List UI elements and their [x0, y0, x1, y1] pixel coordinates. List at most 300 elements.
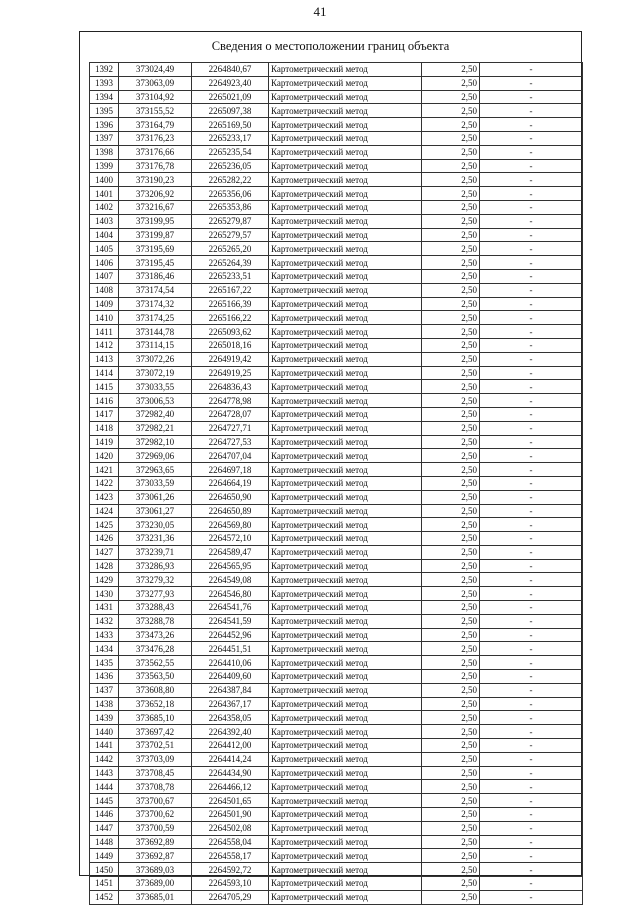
y-coordinate-cell: 2264541,59 — [192, 614, 269, 628]
x-coordinate-cell: 373072,19 — [119, 366, 192, 380]
description-cell: - — [480, 242, 583, 256]
method-cell: Картометрический метод — [269, 587, 422, 601]
precision-cell: 2,50 — [422, 159, 480, 173]
table-row — [90, 187, 583, 201]
precision-cell: 2,50 — [422, 504, 480, 518]
table-row — [90, 297, 583, 311]
x-coordinate-cell: 373033,55 — [119, 380, 192, 394]
precision-cell: 2,50 — [422, 173, 480, 187]
x-coordinate-cell: 373063,09 — [119, 76, 192, 90]
description-cell: - — [480, 283, 583, 297]
method-cell: Картометрический метод — [269, 256, 422, 270]
y-coordinate-cell: 2264546,80 — [192, 587, 269, 601]
description-cell: - — [480, 863, 583, 877]
precision-cell: 2,50 — [422, 808, 480, 822]
method-cell: Картометрический метод — [269, 435, 422, 449]
description-cell: - — [480, 214, 583, 228]
y-coordinate-cell: 2265166,22 — [192, 311, 269, 325]
method-cell: Картометрический метод — [269, 145, 422, 159]
point-number-cell: 1447 — [90, 821, 119, 835]
y-coordinate-cell: 2265166,39 — [192, 297, 269, 311]
point-number-cell: 1424 — [90, 504, 119, 518]
y-coordinate-cell: 2265093,62 — [192, 325, 269, 339]
table-row — [90, 242, 583, 256]
table-row — [90, 504, 583, 518]
y-coordinate-cell: 2265167,22 — [192, 283, 269, 297]
precision-cell: 2,50 — [422, 476, 480, 490]
table-row — [90, 835, 583, 849]
x-coordinate-cell: 373563,50 — [119, 670, 192, 684]
table-row — [90, 228, 583, 242]
precision-cell: 2,50 — [422, 463, 480, 477]
table-row — [90, 338, 583, 352]
method-cell: Картометрический метод — [269, 504, 422, 518]
precision-cell: 2,50 — [422, 725, 480, 739]
description-cell: - — [480, 449, 583, 463]
y-coordinate-cell: 2264392,40 — [192, 725, 269, 739]
y-coordinate-cell: 2264558,04 — [192, 835, 269, 849]
method-cell: Картометрический метод — [269, 200, 422, 214]
x-coordinate-cell: 373277,93 — [119, 587, 192, 601]
x-coordinate-cell: 373708,78 — [119, 780, 192, 794]
precision-cell: 2,50 — [422, 573, 480, 587]
precision-cell: 2,50 — [422, 421, 480, 435]
description-cell: - — [480, 173, 583, 187]
precision-cell: 2,50 — [422, 518, 480, 532]
x-coordinate-cell: 373104,92 — [119, 90, 192, 104]
method-cell: Картометрический метод — [269, 214, 422, 228]
x-coordinate-cell: 373024,49 — [119, 63, 192, 77]
method-cell: Картометрический метод — [269, 63, 422, 77]
point-number-cell: 1393 — [90, 76, 119, 90]
point-number-cell: 1449 — [90, 849, 119, 863]
x-coordinate-cell: 372963,65 — [119, 463, 192, 477]
x-coordinate-cell: 373195,69 — [119, 242, 192, 256]
description-cell: - — [480, 614, 583, 628]
description-cell: - — [480, 421, 583, 435]
y-coordinate-cell: 2264697,18 — [192, 463, 269, 477]
method-cell: Картометрический метод — [269, 835, 422, 849]
method-cell: Картометрический метод — [269, 670, 422, 684]
y-coordinate-cell: 2265279,87 — [192, 214, 269, 228]
point-number-cell: 1416 — [90, 394, 119, 408]
x-coordinate-cell: 373288,43 — [119, 601, 192, 615]
y-coordinate-cell: 2265356,06 — [192, 187, 269, 201]
method-cell: Картометрический метод — [269, 380, 422, 394]
description-cell: - — [480, 490, 583, 504]
x-coordinate-cell: 373476,28 — [119, 642, 192, 656]
y-coordinate-cell: 2264452,96 — [192, 628, 269, 642]
table-row — [90, 573, 583, 587]
x-coordinate-cell: 373006,53 — [119, 394, 192, 408]
y-coordinate-cell: 2264923,40 — [192, 76, 269, 90]
point-number-cell: 1414 — [90, 366, 119, 380]
precision-cell: 2,50 — [422, 739, 480, 753]
description-cell: - — [480, 63, 583, 77]
x-coordinate-cell: 373144,78 — [119, 325, 192, 339]
x-coordinate-cell: 373199,95 — [119, 214, 192, 228]
precision-cell: 2,50 — [422, 256, 480, 270]
point-number-cell: 1404 — [90, 228, 119, 242]
method-cell: Картометрический метод — [269, 821, 422, 835]
precision-cell: 2,50 — [422, 394, 480, 408]
description-cell: - — [480, 90, 583, 104]
description-cell: - — [480, 835, 583, 849]
y-coordinate-cell: 2264434,90 — [192, 766, 269, 780]
description-cell: - — [480, 559, 583, 573]
method-cell: Картометрический метод — [269, 352, 422, 366]
table-row — [90, 821, 583, 835]
description-cell: - — [480, 601, 583, 615]
x-coordinate-cell: 373230,05 — [119, 518, 192, 532]
table-title: Сведения о местоположении границ объекта — [211, 39, 450, 53]
x-coordinate-cell: 373199,87 — [119, 228, 192, 242]
description-cell: - — [480, 642, 583, 656]
method-cell: Картометрический метод — [269, 739, 422, 753]
point-number-cell: 1451 — [90, 877, 119, 891]
point-number-cell: 1406 — [90, 256, 119, 270]
table-row — [90, 808, 583, 822]
x-coordinate-cell: 373174,25 — [119, 311, 192, 325]
precision-cell: 2,50 — [422, 559, 480, 573]
table-row — [90, 145, 583, 159]
x-coordinate-cell: 373608,80 — [119, 683, 192, 697]
x-coordinate-cell: 373689,03 — [119, 863, 192, 877]
y-coordinate-cell: 2264707,04 — [192, 449, 269, 463]
y-coordinate-cell: 2265233,51 — [192, 269, 269, 283]
precision-cell: 2,50 — [422, 849, 480, 863]
y-coordinate-cell: 2265282,22 — [192, 173, 269, 187]
description-cell: - — [480, 228, 583, 242]
table-row — [90, 90, 583, 104]
x-coordinate-cell: 372982,10 — [119, 435, 192, 449]
table-row — [90, 311, 583, 325]
description-cell: - — [480, 352, 583, 366]
y-coordinate-cell: 2264451,51 — [192, 642, 269, 656]
point-number-cell: 1429 — [90, 573, 119, 587]
x-coordinate-cell: 373174,54 — [119, 283, 192, 297]
x-coordinate-cell: 373697,42 — [119, 725, 192, 739]
method-cell: Картометрический метод — [269, 421, 422, 435]
method-cell: Картометрический метод — [269, 325, 422, 339]
method-cell: Картометрический метод — [269, 228, 422, 242]
table-row — [90, 200, 583, 214]
table-row — [90, 518, 583, 532]
point-number-cell: 1411 — [90, 325, 119, 339]
point-number-cell: 1409 — [90, 297, 119, 311]
point-number-cell: 1396 — [90, 118, 119, 132]
y-coordinate-cell: 2264572,10 — [192, 532, 269, 546]
x-coordinate-cell: 373195,45 — [119, 256, 192, 270]
table-row — [90, 849, 583, 863]
precision-cell: 2,50 — [422, 863, 480, 877]
y-coordinate-cell: 2264558,17 — [192, 849, 269, 863]
document-frame — [79, 31, 582, 903]
y-coordinate-cell: 2264387,84 — [192, 683, 269, 697]
table-row — [90, 76, 583, 90]
description-cell: - — [480, 435, 583, 449]
point-number-cell: 1434 — [90, 642, 119, 656]
point-number-cell: 1417 — [90, 407, 119, 421]
point-number-cell: 1394 — [90, 90, 119, 104]
x-coordinate-cell: 373652,18 — [119, 697, 192, 711]
table-row — [90, 118, 583, 132]
point-number-cell: 1401 — [90, 187, 119, 201]
description-cell: - — [480, 683, 583, 697]
x-coordinate-cell: 373216,67 — [119, 200, 192, 214]
precision-cell: 2,50 — [422, 614, 480, 628]
method-cell: Картометрический метод — [269, 877, 422, 891]
precision-cell: 2,50 — [422, 697, 480, 711]
x-coordinate-cell: 372982,21 — [119, 421, 192, 435]
point-number-cell: 1407 — [90, 269, 119, 283]
description-cell: - — [480, 104, 583, 118]
method-cell: Картометрический метод — [269, 601, 422, 615]
precision-cell: 2,50 — [422, 242, 480, 256]
precision-cell: 2,50 — [422, 601, 480, 615]
precision-cell: 2,50 — [422, 338, 480, 352]
description-cell: - — [480, 297, 583, 311]
table-row — [90, 490, 583, 504]
precision-cell: 2,50 — [422, 890, 480, 904]
precision-cell: 2,50 — [422, 587, 480, 601]
y-coordinate-cell: 2264549,08 — [192, 573, 269, 587]
y-coordinate-cell: 2265169,50 — [192, 118, 269, 132]
precision-cell: 2,50 — [422, 90, 480, 104]
table-row — [90, 739, 583, 753]
precision-cell: 2,50 — [422, 642, 480, 656]
description-cell: - — [480, 780, 583, 794]
precision-cell: 2,50 — [422, 766, 480, 780]
point-number-cell: 1438 — [90, 697, 119, 711]
precision-cell: 2,50 — [422, 118, 480, 132]
description-cell: - — [480, 76, 583, 90]
description-cell: - — [480, 463, 583, 477]
description-cell: - — [480, 670, 583, 684]
method-cell: Картометрический метод — [269, 808, 422, 822]
y-coordinate-cell: 2264569,80 — [192, 518, 269, 532]
point-number-cell: 1444 — [90, 780, 119, 794]
point-number-cell: 1415 — [90, 380, 119, 394]
y-coordinate-cell: 2264650,90 — [192, 490, 269, 504]
point-number-cell: 1418 — [90, 421, 119, 435]
method-cell: Картометрический метод — [269, 366, 422, 380]
x-coordinate-cell: 373279,32 — [119, 573, 192, 587]
y-coordinate-cell: 2264367,17 — [192, 697, 269, 711]
point-number-cell: 1420 — [90, 449, 119, 463]
table-row — [90, 559, 583, 573]
description-cell: - — [480, 711, 583, 725]
y-coordinate-cell: 2265353,86 — [192, 200, 269, 214]
precision-cell: 2,50 — [422, 269, 480, 283]
y-coordinate-cell: 2264664,19 — [192, 476, 269, 490]
x-coordinate-cell: 373176,78 — [119, 159, 192, 173]
point-number-cell: 1419 — [90, 435, 119, 449]
x-coordinate-cell: 373190,23 — [119, 173, 192, 187]
description-cell: - — [480, 808, 583, 822]
precision-cell: 2,50 — [422, 352, 480, 366]
method-cell: Картометрический метод — [269, 656, 422, 670]
x-coordinate-cell: 373186,46 — [119, 269, 192, 283]
table-row — [90, 877, 583, 891]
point-number-cell: 1410 — [90, 311, 119, 325]
point-number-cell: 1421 — [90, 463, 119, 477]
y-coordinate-cell: 2265021,09 — [192, 90, 269, 104]
x-coordinate-cell: 373700,62 — [119, 808, 192, 822]
y-coordinate-cell: 2264589,47 — [192, 545, 269, 559]
y-coordinate-cell: 2265018,16 — [192, 338, 269, 352]
table-row — [90, 766, 583, 780]
precision-cell: 2,50 — [422, 297, 480, 311]
y-coordinate-cell: 2264410,06 — [192, 656, 269, 670]
point-number-cell: 1405 — [90, 242, 119, 256]
description-cell: - — [480, 269, 583, 283]
y-coordinate-cell: 2265097,38 — [192, 104, 269, 118]
precision-cell: 2,50 — [422, 131, 480, 145]
precision-cell: 2,50 — [422, 63, 480, 77]
point-number-cell: 1441 — [90, 739, 119, 753]
description-cell: - — [480, 739, 583, 753]
method-cell: Картометрический метод — [269, 242, 422, 256]
coordinates-table — [89, 62, 583, 905]
description-cell: - — [480, 131, 583, 145]
point-number-cell: 1392 — [90, 63, 119, 77]
description-cell: - — [480, 476, 583, 490]
x-coordinate-cell: 373061,26 — [119, 490, 192, 504]
method-cell: Картометрический метод — [269, 794, 422, 808]
x-coordinate-cell: 373239,71 — [119, 545, 192, 559]
point-number-cell: 1427 — [90, 545, 119, 559]
method-cell: Картометрический метод — [269, 187, 422, 201]
y-coordinate-cell: 2265236,05 — [192, 159, 269, 173]
point-number-cell: 1413 — [90, 352, 119, 366]
method-cell: Картометрический метод — [269, 159, 422, 173]
description-cell: - — [480, 752, 583, 766]
y-coordinate-cell: 2264502,08 — [192, 821, 269, 835]
point-number-cell: 1423 — [90, 490, 119, 504]
description-cell: - — [480, 697, 583, 711]
method-cell: Картометрический метод — [269, 518, 422, 532]
table-row — [90, 463, 583, 477]
point-number-cell: 1435 — [90, 656, 119, 670]
description-cell: - — [480, 394, 583, 408]
method-cell: Картометрический метод — [269, 338, 422, 352]
point-number-cell: 1448 — [90, 835, 119, 849]
x-coordinate-cell: 373176,23 — [119, 131, 192, 145]
table-row — [90, 614, 583, 628]
point-number-cell: 1443 — [90, 766, 119, 780]
description-cell: - — [480, 118, 583, 132]
precision-cell: 2,50 — [422, 821, 480, 835]
precision-cell: 2,50 — [422, 366, 480, 380]
method-cell: Картометрический метод — [269, 683, 422, 697]
description-cell: - — [480, 587, 583, 601]
table-row — [90, 131, 583, 145]
table-row — [90, 642, 583, 656]
y-coordinate-cell: 2265265,20 — [192, 242, 269, 256]
precision-cell: 2,50 — [422, 656, 480, 670]
x-coordinate-cell: 373689,00 — [119, 877, 192, 891]
precision-cell: 2,50 — [422, 449, 480, 463]
precision-cell: 2,50 — [422, 200, 480, 214]
y-coordinate-cell: 2265279,57 — [192, 228, 269, 242]
precision-cell: 2,50 — [422, 545, 480, 559]
point-number-cell: 1397 — [90, 131, 119, 145]
y-coordinate-cell: 2264466,12 — [192, 780, 269, 794]
method-cell: Картометрический метод — [269, 407, 422, 421]
description-cell: - — [480, 877, 583, 891]
y-coordinate-cell: 2264593,10 — [192, 877, 269, 891]
table-row — [90, 407, 583, 421]
table-row — [90, 752, 583, 766]
table-row — [90, 794, 583, 808]
y-coordinate-cell: 2265235,54 — [192, 145, 269, 159]
precision-cell: 2,50 — [422, 214, 480, 228]
method-cell: Картометрический метод — [269, 173, 422, 187]
point-number-cell: 1425 — [90, 518, 119, 532]
x-coordinate-cell: 373176,66 — [119, 145, 192, 159]
y-coordinate-cell: 2264409,60 — [192, 670, 269, 684]
x-coordinate-cell: 373155,52 — [119, 104, 192, 118]
table-row — [90, 545, 583, 559]
table-row — [90, 269, 583, 283]
x-coordinate-cell: 373061,27 — [119, 504, 192, 518]
table-row — [90, 890, 583, 904]
y-coordinate-cell: 2265264,39 — [192, 256, 269, 270]
description-cell: - — [480, 200, 583, 214]
description-cell: - — [480, 311, 583, 325]
page-number: 41 — [313, 4, 327, 19]
description-cell: - — [480, 366, 583, 380]
point-number-cell: 1442 — [90, 752, 119, 766]
point-number-cell: 1436 — [90, 670, 119, 684]
x-coordinate-cell: 373685,10 — [119, 711, 192, 725]
description-cell: - — [480, 159, 583, 173]
method-cell: Картометрический метод — [269, 394, 422, 408]
description-cell: - — [480, 890, 583, 904]
point-number-cell: 1452 — [90, 890, 119, 904]
point-number-cell: 1402 — [90, 200, 119, 214]
description-cell: - — [480, 187, 583, 201]
point-number-cell: 1398 — [90, 145, 119, 159]
x-coordinate-cell: 373033,59 — [119, 476, 192, 490]
table-row — [90, 214, 583, 228]
x-coordinate-cell: 373702,51 — [119, 739, 192, 753]
y-coordinate-cell: 2264501,65 — [192, 794, 269, 808]
point-number-cell: 1408 — [90, 283, 119, 297]
precision-cell: 2,50 — [422, 877, 480, 891]
point-number-cell: 1450 — [90, 863, 119, 877]
point-number-cell: 1412 — [90, 338, 119, 352]
table-row — [90, 670, 583, 684]
table-row — [90, 159, 583, 173]
description-cell: - — [480, 821, 583, 835]
description-cell: - — [480, 725, 583, 739]
description-cell: - — [480, 338, 583, 352]
y-coordinate-cell: 2264919,42 — [192, 352, 269, 366]
x-coordinate-cell: 373708,45 — [119, 766, 192, 780]
method-cell: Картометрический метод — [269, 545, 422, 559]
precision-cell: 2,50 — [422, 683, 480, 697]
table-row — [90, 532, 583, 546]
method-cell: Картометрический метод — [269, 449, 422, 463]
description-cell: - — [480, 794, 583, 808]
coordinates-table-body — [90, 63, 583, 905]
x-coordinate-cell: 373703,09 — [119, 752, 192, 766]
x-coordinate-cell: 373164,79 — [119, 118, 192, 132]
y-coordinate-cell: 2264778,98 — [192, 394, 269, 408]
precision-cell: 2,50 — [422, 228, 480, 242]
